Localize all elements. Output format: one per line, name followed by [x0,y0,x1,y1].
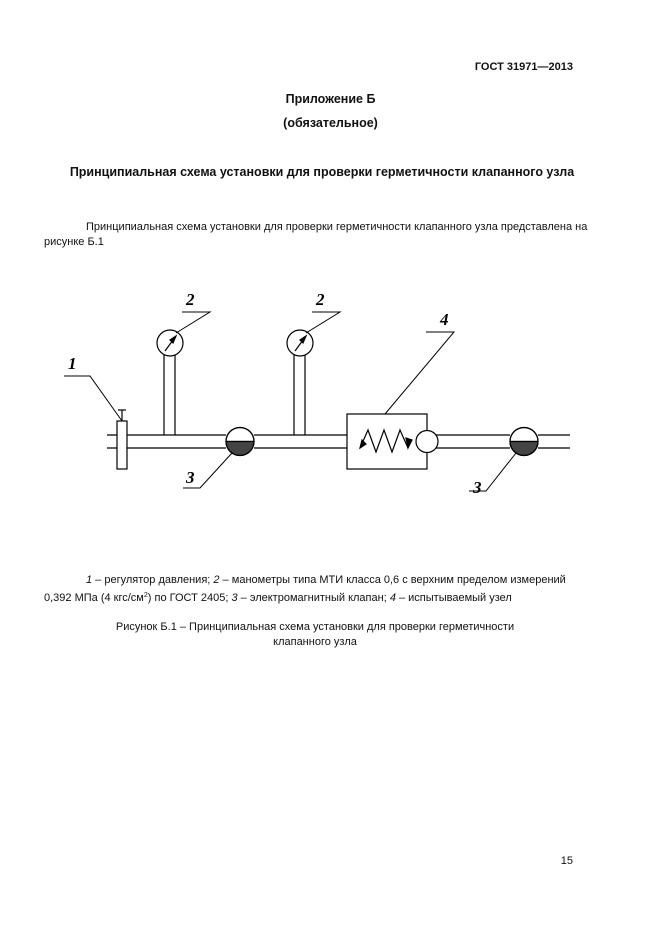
legend-text-4: – электромагнитный клапан; [237,592,390,604]
pressure-gauge-1 [157,330,183,356]
legend-num-3: 3 [231,592,238,604]
figure-legend [44,573,589,606]
legend-superscript: 2 [143,592,148,599]
label-valve-2: 3 [473,478,482,497]
legend-num-2: 2 [213,574,220,586]
section-heading: Принципиальная схема установки для проверки герметичности клапанного узла [69,165,575,179]
legend-text-3: ) по ГОСТ 2405; [147,592,232,604]
solenoid-valve-2 [510,428,538,456]
appendix-status: (обязательное) [283,116,378,130]
pressure-regulator [117,410,127,469]
figure-caption [100,620,530,650]
legend-text-1: – регулятор давления; [92,574,214,586]
page-number: 15 [560,855,573,867]
caption-line-2: клапанного узла [273,636,357,648]
legend-num-1: 1 [86,574,93,586]
legend-text-5: – испытываемый узел [395,592,512,604]
legend-text-2: – манометры типа МТИ класса 0,6 с верхним пределом измерений 0,392 МПа (4 кгс/см [44,574,566,604]
label-valve-1: 3 [186,468,195,487]
label-regulator: 1 [68,354,77,373]
caption-line-1: Рисунок Б.1 – Принципиальная схема установки для проверки герметичности [115,621,515,633]
schematic-diagram [50,280,590,510]
solenoid-valve-1 [226,428,254,456]
tested-unit [347,414,438,469]
appendix-title: Приложение Б [285,92,376,106]
label-gauge-1: 2 [186,290,195,309]
intro-paragraph: Принципиальная схема установки для проверки герметичности клапанного узла представлена на рисунке Б.1 [44,221,588,248]
label-tested-unit: 4 [440,310,449,329]
pressure-gauge-2 [287,330,313,356]
label-gauge-2: 2 [316,290,325,309]
standard-number: ГОСТ 31971—2013 [474,61,573,73]
legend-num-4: 4 [389,592,396,604]
